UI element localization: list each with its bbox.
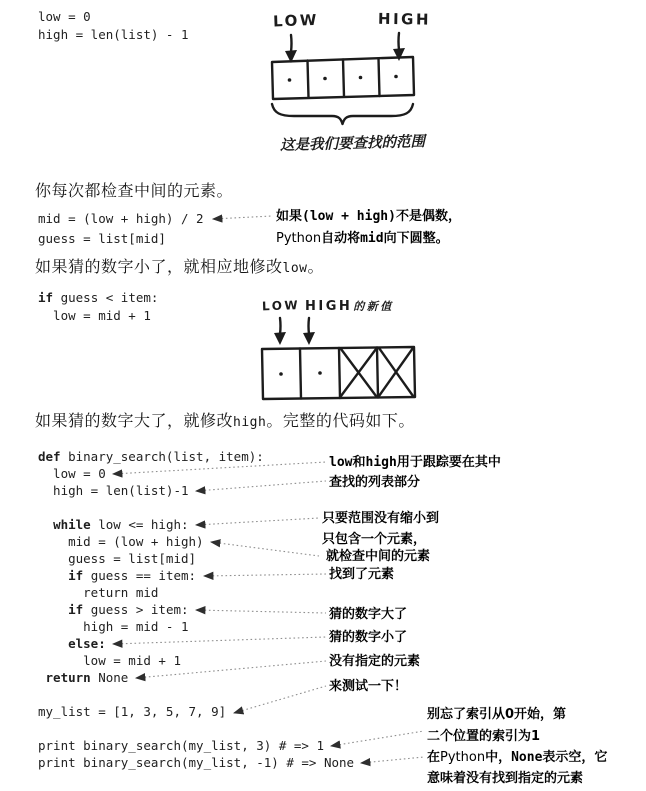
text-line: 在Python中，None表示空，它 — [427, 750, 608, 765]
note-no-element — [329, 654, 420, 669]
low-label: LOW — [272, 10, 320, 31]
text-line: 找到了元素 — [329, 567, 395, 582]
text-line: 猜的数字大了 — [329, 607, 408, 622]
text-line: 没有指定的元素 — [329, 654, 421, 669]
text-line: high = len(list) - 1 — [38, 26, 189, 42]
text-line — [38, 499, 354, 516]
code-listing-binary-search — [38, 448, 354, 771]
text-line: 只包含一个元素， — [322, 532, 427, 547]
note-index-from-zero — [427, 704, 566, 748]
underbrace — [272, 104, 413, 124]
note-guess-too-small — [329, 630, 407, 645]
text-line: guess = list[mid] — [38, 551, 197, 566]
text-line: 来测试一下！ — [329, 679, 408, 694]
down-arrow-icon — [303, 318, 315, 345]
text-line: 就检查中间的元素 — [326, 549, 431, 564]
note-guess-too-big — [329, 607, 407, 622]
note-rounding — [276, 206, 461, 250]
text-line: 你每次都检查中间的元素。 — [35, 181, 234, 200]
figure-search-range — [250, 4, 450, 156]
text-line: low = mid + 1 — [38, 307, 151, 323]
text-line: 意味着没有找到指定的元素 — [427, 771, 584, 786]
array-box — [272, 57, 414, 99]
text-line — [38, 686, 354, 703]
text-line: def binary_search(list, item): — [38, 449, 264, 464]
code-snippet-mid — [38, 209, 204, 248]
text-line: if guess == item: — [68, 568, 197, 583]
text-line: mid = (low + high) — [38, 534, 204, 549]
low-label: LOW — [261, 298, 301, 314]
note-python-none — [427, 747, 607, 789]
text-line: low = mid + 1 — [38, 653, 181, 668]
note-track-low-high — [329, 453, 501, 493]
text-line: mid = (low + high) / 2 — [38, 211, 204, 226]
text-line: else: — [68, 636, 106, 651]
leader-python-none — [361, 757, 424, 763]
text-line: 二个位置的索引为1 — [427, 729, 541, 744]
high-label: HIGH — [377, 9, 432, 29]
note-found-element — [329, 567, 394, 583]
text-line: 如果猜的数字大了，就修改high。完整的代码如下。 — [35, 411, 415, 430]
paragraph-guess-small — [35, 257, 324, 279]
text-line: if guess > item: — [68, 602, 189, 617]
note-check-middle — [326, 548, 430, 565]
paragraph-guess-big — [35, 411, 415, 433]
text-line: 猜的数字小了 — [329, 630, 408, 645]
text-line: low = 0 — [38, 466, 106, 481]
text-line: if guess < item: — [38, 290, 159, 305]
leader-rounding — [213, 216, 272, 219]
text-line: 只要范围没有缩小到 — [322, 511, 440, 526]
down-arrow-icon — [285, 35, 297, 63]
text-line: low和high用于跟踪要在其中 — [329, 455, 501, 470]
paragraph-check-middle — [35, 181, 233, 201]
text-line: high = mid - 1 — [38, 619, 189, 634]
text-line: Python自动将mid向下圆整。 — [276, 231, 449, 246]
text-line: return None — [45, 670, 129, 685]
note-lets-test — [329, 679, 407, 694]
figure-caption: 这是我们要查找的范围 — [279, 133, 426, 154]
code-snippet-guess-small — [38, 289, 158, 324]
text-line: 如果(low + high)不是偶数， — [276, 209, 461, 224]
text-line: 如果猜的数字小了，就相应地修改low。 — [35, 257, 325, 276]
text-line — [38, 720, 354, 737]
array-box — [262, 347, 415, 399]
text-line: 别忘了索引从0开始，第 — [427, 707, 567, 722]
text-line: my_list = [1, 3, 5, 7, 9] — [38, 704, 227, 719]
text-line: high = len(list)-1 — [38, 483, 189, 498]
down-arrow-icon — [274, 318, 286, 345]
text-line: print binary_search(my_list, -1) # => None — [38, 755, 355, 770]
text-line: low = 0 — [38, 9, 91, 24]
note-while-range — [322, 508, 439, 550]
text-line: print binary_search(my_list, 3) # => 1 — [38, 738, 324, 753]
figure-new-range — [250, 296, 425, 406]
text-line: guess = list[mid] — [38, 230, 166, 246]
text-line: return mid — [38, 585, 159, 600]
text-line: 查找的列表部分 — [329, 475, 421, 490]
high-label: HIGH的新值 — [305, 299, 394, 314]
code-snippet-init — [38, 8, 189, 43]
text-line: while low <= high: — [53, 517, 189, 532]
